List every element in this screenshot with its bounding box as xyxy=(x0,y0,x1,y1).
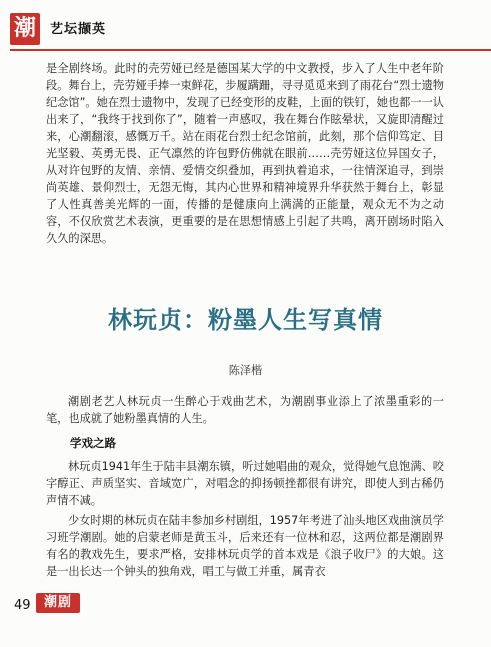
article-paragraph-youth: 少女时期的林玩贞在陆丰参加乡村剧组，1957年考进了汕头地区戏曲演员学习班学潮剧。她的启蒙老师是黄玉斗，后来还有一位林和忍，这两位都是潮剧界有名的教戏先生，要求严格，安排林玩贞学的首本戏是《浪子收尸》的大娘。这是一出长达一个钟头的独角戏，唱工与做工并重，属青衣 xyxy=(46,514,444,578)
section-title: 艺坛撷英 xyxy=(50,22,107,37)
article-paragraph-intro: 是全剧终场。此时的壳劳娅已经是德国某大学的中文教授，步入了人生中老年阶段。舞台上，壳劳娅手捧一束鲜花，步履蹒跚，寻寻觅觅来到了雨花台“烈士遗物纪念馆”。她在烈士遗物中，发现了已经变形的皮鞋，上面的铁钉，她也都一一认出来了，“我终于找到你了”，随着一声感叹，我在舞台作眩晕状，又旋即清醒过来，心潮翻滚，感慨万千。站在雨花台烈士纪念馆前，此刻，那个信仰笃定、目光坚毅、英勇无畏、正气凛然的许包野仿佛就在眼前……壳劳娅这位异国女子，从对许包野的友情、亲情、爱情交织叠加，再到执着追求，一往情深追寻，到崇尚英雄、景仰烈士，无怨无悔，其内心世界和精神境界升华获然于舞台上，彰显了人性真善美光辉的一面，传播的是健康向上满满的正能量，观众无不为之动容，不仅欣赏艺术表演，更重要的是在思想情感上引起了共鸣，离开剧场时陷入久久的深思。 xyxy=(46,62,444,245)
header-divider xyxy=(10,49,491,51)
article-subheading: 学戏之路 xyxy=(70,436,116,450)
article-paragraph-lead: 潮剧老艺人林玩贞一生醉心于戏曲艺术，为潮剧事业添上了浓墨重彩的一笔，也成就了她粉墨真情的人生。 xyxy=(46,395,444,425)
article-author: 陈泽楷 xyxy=(228,364,263,377)
page-number: 49 xyxy=(14,598,31,613)
article-headline: 林玩贞：粉墨人生写真情 xyxy=(108,306,383,334)
footer-magazine-logo: 潮剧 xyxy=(36,593,80,613)
magazine-logo-mark: 潮 xyxy=(10,13,40,45)
article-paragraph-birth: 林玩贞1941年生于陆丰县潮东镇，听过她唱曲的观众，觉得她气息饱满、咬字醇正、声质坚实、音域宽广，对唱念的抑扬顿挫都很有讲究，即使人到古稀仍声情不减。 xyxy=(46,460,444,507)
